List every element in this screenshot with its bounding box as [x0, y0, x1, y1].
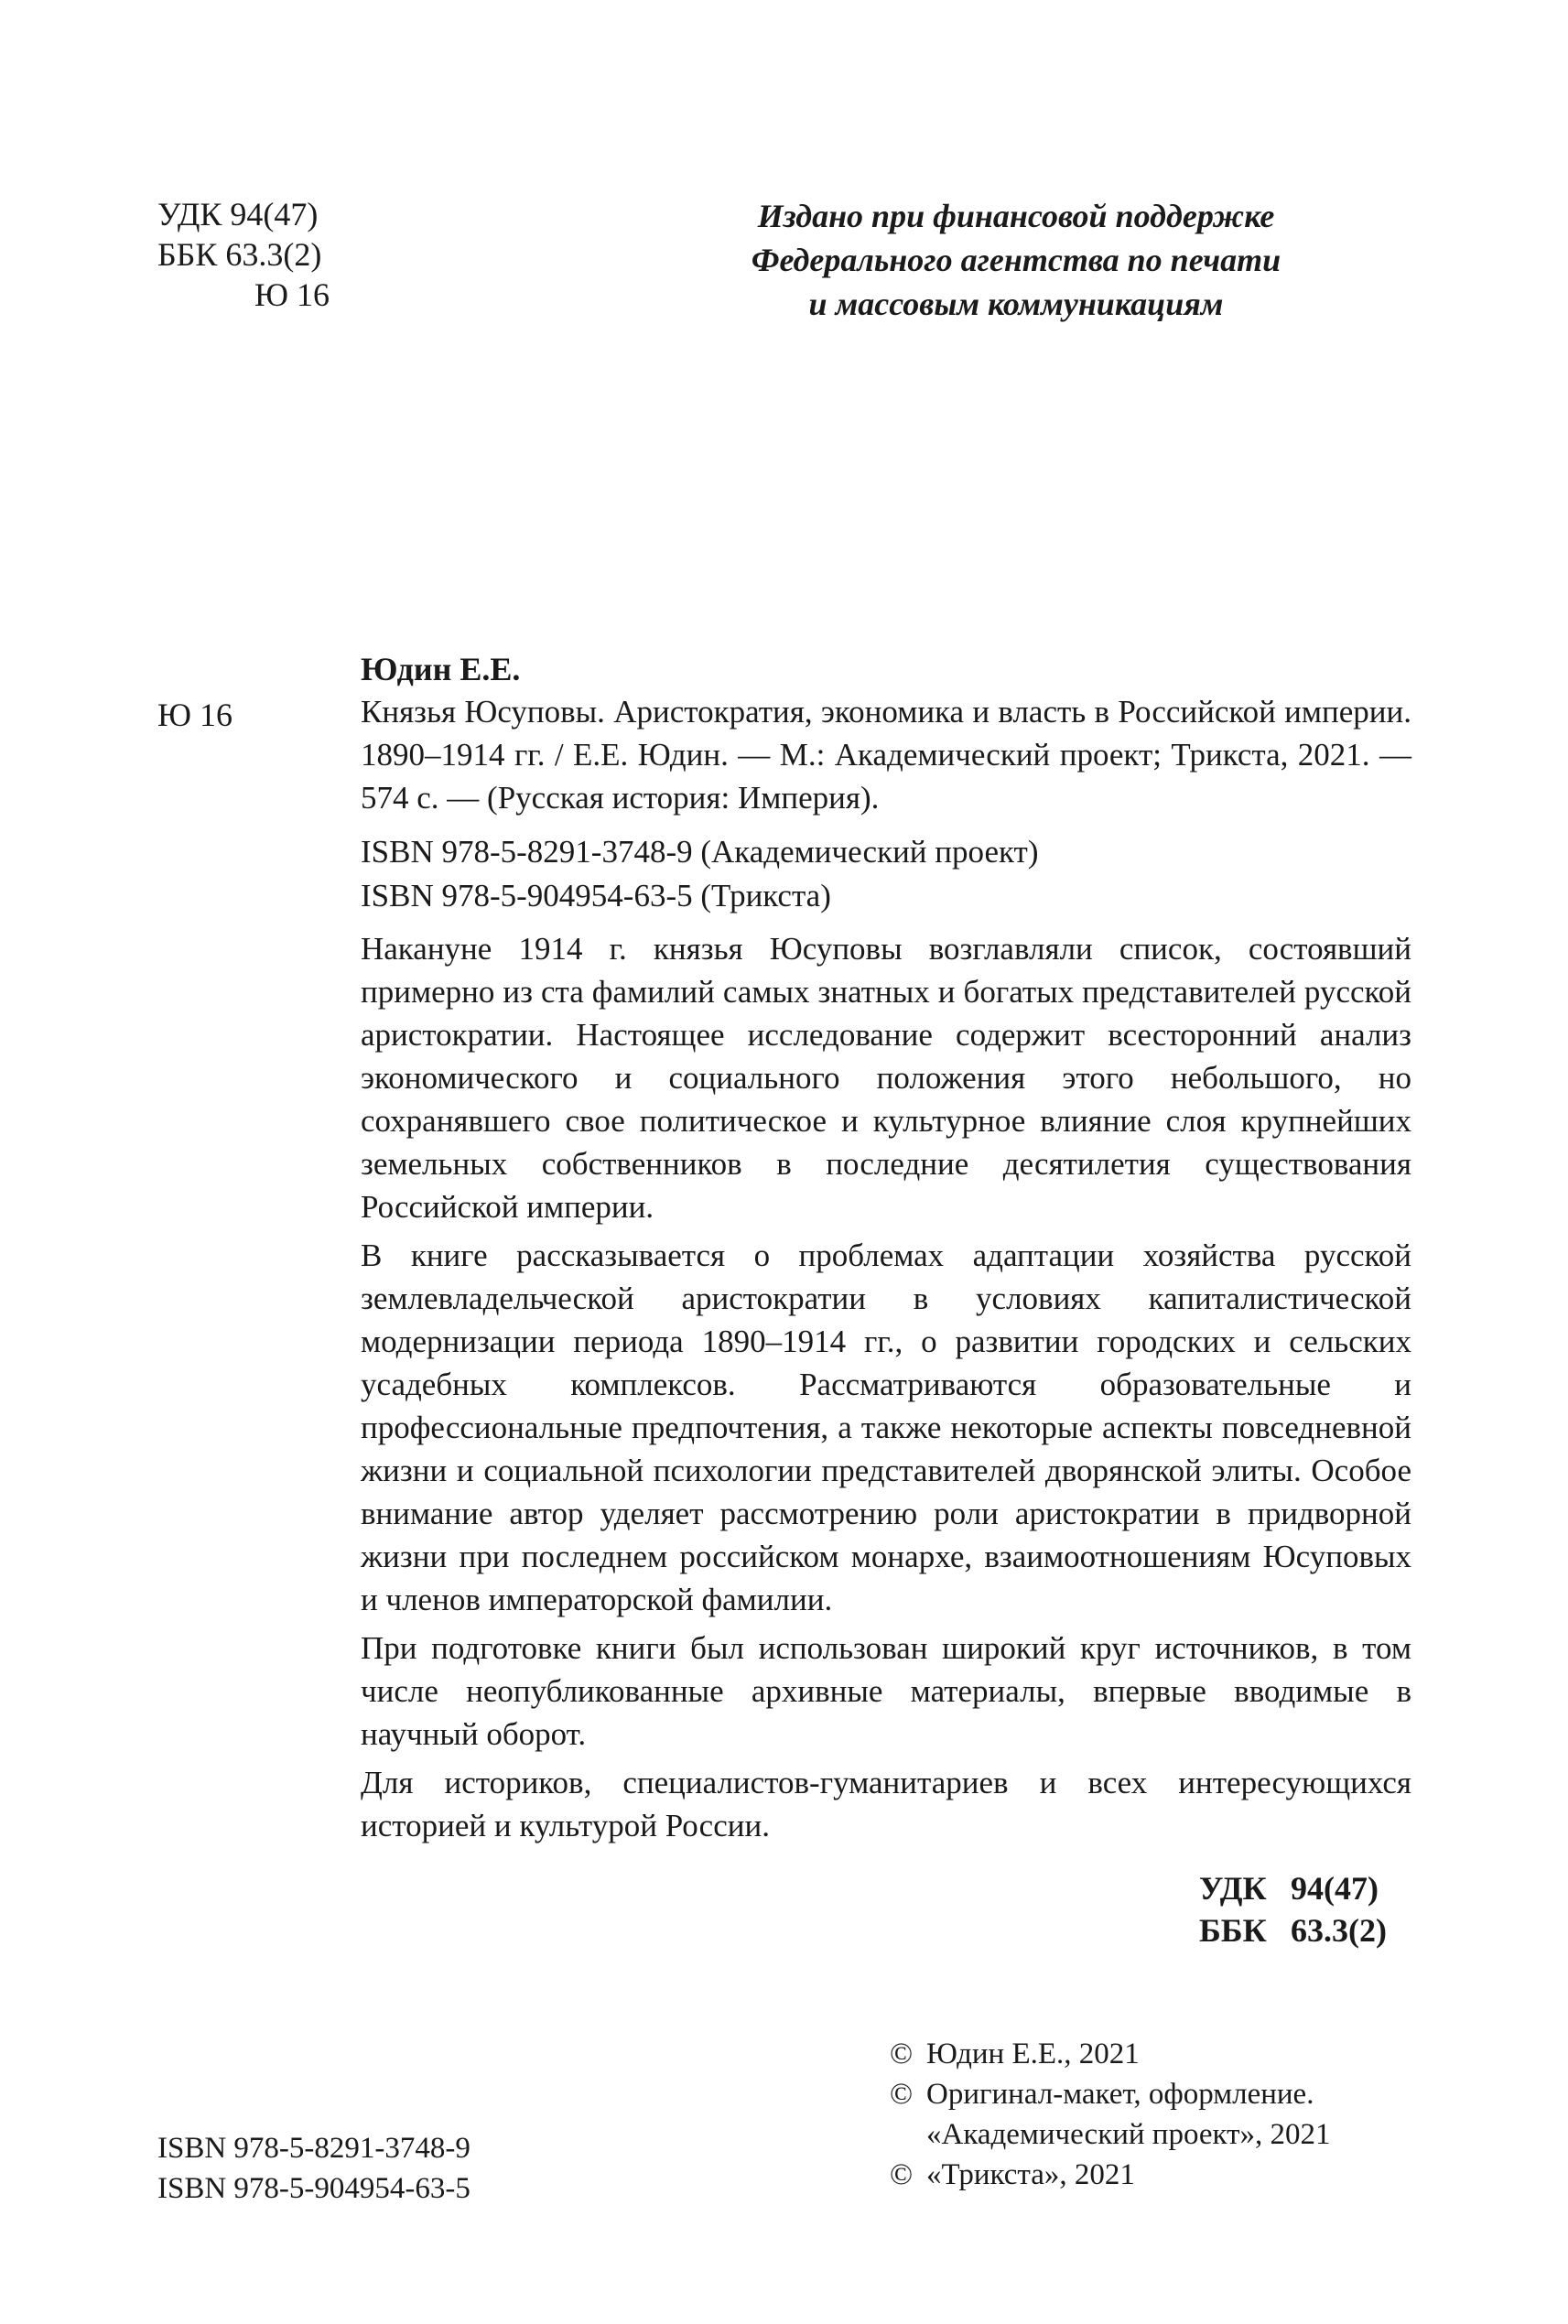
bbk-row: [1199, 1909, 1387, 1951]
bbk-label: ББК: [1199, 1912, 1267, 1949]
bibliographic-description: Князья Юсуповы. Аристократия, экономика и власть в Российской империи. 1890–1914 гг. / Е.Е. Юдин. — М.: Академический проект; Трикста, 2021. — 574 с. — (Русская история: Империя).: [361, 694, 1411, 816]
copyright-symbol: ©: [890, 2038, 914, 2070]
bbk-code: ББК 63.3(2): [157, 236, 322, 273]
udk-row: [1199, 1867, 1387, 1909]
copyright-symbol: ©: [890, 2158, 914, 2191]
record-index: Ю 16: [157, 697, 233, 733]
udk-label: УДК: [1199, 1870, 1267, 1907]
support-line-2: Федерального агентства по печати: [751, 242, 1281, 278]
isbn-line-1: ISBN 978-5-8291-3748-9: [157, 2132, 470, 2165]
udk-code: УДК 94(47): [157, 196, 319, 232]
copyright-publisher: «Академический проект», 2021: [926, 2118, 1331, 2151]
bibliographic-record: [361, 690, 1411, 1847]
header-codes: [157, 194, 330, 315]
record-isbn-list: [361, 830, 1411, 918]
annotation-paragraph-4: Для историков, специалистов-гуманитариев и всех интересующихся историей и культурой России.: [361, 1765, 1411, 1843]
copyright-author: Юдин Е.Е., 2021: [926, 2038, 1140, 2070]
copyright-line-2: [890, 2074, 1331, 2114]
record-isbn-2: ISBN 978-5-904954-63-5 (Трикста): [361, 878, 831, 913]
bbk-value: 63.3(2): [1291, 1912, 1387, 1949]
annotation-paragraph-3: При подготовке книги был использован широкий круг источников, в том числе неопубликованные архивные материалы, впервые вводимые в научный оборот.: [361, 1630, 1411, 1752]
record-isbn-1: ISBN 978-5-8291-3748-9 (Академический проект): [361, 834, 1039, 870]
copyright-symbol: ©: [890, 2078, 914, 2111]
support-line-3: и массовым коммуникациям: [808, 286, 1224, 322]
udk-value: 94(47): [1291, 1870, 1379, 1907]
copyright-line-3: [890, 2155, 1331, 2195]
isbn-line-2: ISBN 978-5-904954-63-5: [157, 2172, 470, 2205]
support-line-1: Издано при финансовой поддержке: [757, 198, 1275, 234]
copyright-triksta: «Трикста», 2021: [926, 2158, 1135, 2191]
copyright-line-1: [890, 2034, 1331, 2074]
support-notice: [641, 194, 1391, 326]
isbn-block: [157, 2128, 470, 2209]
annotation-paragraph-2: В книге рассказывается о проблемах адаптации хозяйства русской землевладельческой аристократии в условиях капиталистической модернизации периода 1890–1914 гг., о развитии городских и сельских усадебных комплексов. Рассматриваются образовательные и профессиональные предпочтения, а также некоторые аспекты повседневной жизни и социальной психологии представителей дворянской элиты. Особое внимание автор уделяет рассмотрению роли аристократии в придворной жизни при последнем российском монархе, взаимоотношениям Юсуповых и членов императорской фамилии.: [361, 1238, 1411, 1617]
record-author: Юдин Е.Е.: [361, 651, 521, 687]
annotation-paragraph-1: Накануне 1914 г. князья Юсуповы возглавляли список, состоявший примерно из ста фамилий самых знатных и богатых представителей русской аристократии. Настоящее исследование содержит всесторонний анализ экономического и социального положения этого небольшого, но сохранявшего свое политическое и культурное влияние слоя крупнейших земельных собственников в последние десятилетия существования Российской империи.: [361, 931, 1411, 1225]
copyright-layout: Оригинал-макет, оформление.: [926, 2078, 1314, 2111]
copyright-block: [890, 2034, 1331, 2195]
classification-block: [1199, 1867, 1387, 1951]
author-mark: Ю 16: [254, 276, 330, 313]
